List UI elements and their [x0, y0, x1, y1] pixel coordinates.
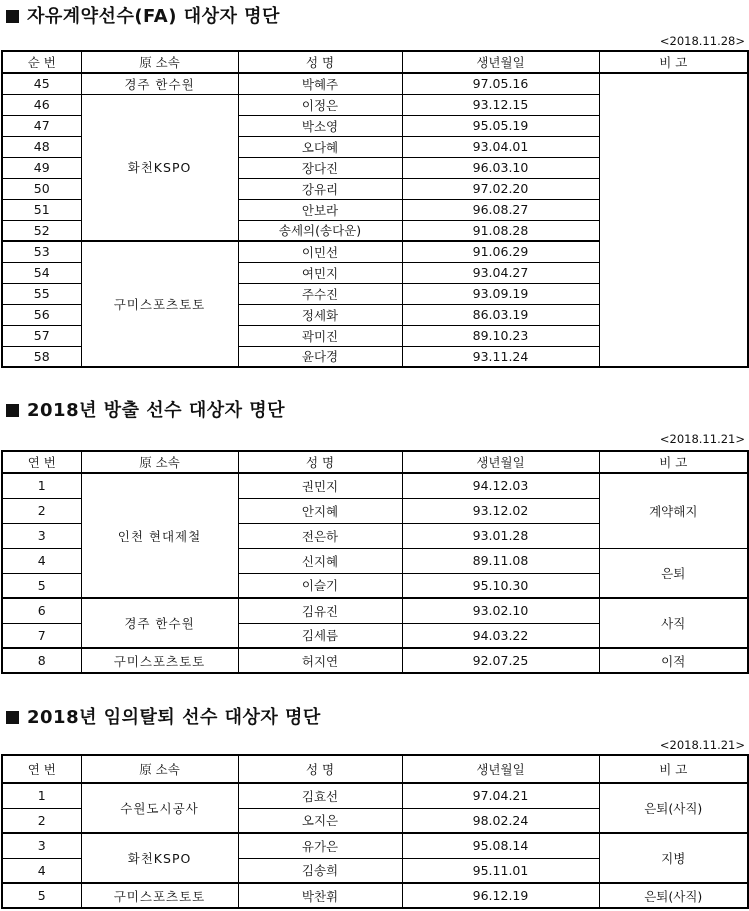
col-org: 原 소속 — [81, 451, 238, 473]
table-row: 53 구미스포츠토토 이민선 91.06.29 — [2, 241, 748, 262]
col-note: 비 고 — [599, 755, 748, 783]
square-bullet-icon — [6, 711, 19, 724]
table-row: 7 김세름 94.03.22 — [2, 623, 748, 648]
org-cell: 인천 현대제철 — [81, 473, 238, 598]
release-table — [1, 450, 749, 674]
table-row: 3 전은하 93.01.28 — [2, 523, 748, 548]
table-row: 1 수원도시공사 김효선 97.04.21 은퇴(사직) — [2, 783, 748, 808]
org-cell: 구미스포츠토토 — [81, 883, 238, 908]
col-birth: 생년월일 — [402, 451, 599, 473]
retire-title: 2018년 임의탈퇴 선수 대상자 명단 — [6, 705, 321, 731]
table-row: 51 안보라 96.08.27 — [2, 199, 748, 220]
note-cell: 지병 — [599, 833, 748, 883]
note-cell — [599, 73, 748, 367]
col-no: 연 번 — [2, 451, 81, 473]
col-org: 原 소속 — [81, 755, 238, 783]
table-row: 54 여민지 93.04.27 — [2, 262, 748, 283]
org-cell: 구미스포츠토토 — [81, 241, 238, 367]
table-row: 1 인천 현대제철 권민지 94.12.03 계약해지 — [2, 473, 748, 498]
org-cell: 경주 한수원 — [81, 73, 238, 94]
table-row: 58 윤다경 93.11.24 — [2, 346, 748, 367]
retire-date: <2018.11.21> — [659, 738, 745, 752]
org-cell: 수원도시공사 — [81, 783, 238, 833]
table-row: 48 오다혜 93.04.01 — [2, 136, 748, 157]
fa-date: <2018.11.28> — [659, 34, 745, 48]
note-cell: 이적 — [599, 648, 748, 673]
square-bullet-icon — [6, 10, 19, 23]
table-row: 55 주수진 93.09.19 — [2, 283, 748, 304]
release-date: <2018.11.21> — [659, 432, 745, 446]
org-cell: 화천KSPO — [81, 94, 238, 241]
table-row: 5 구미스포츠토토 박찬휘 96.12.19 은퇴(사직) — [2, 883, 748, 908]
col-birth: 생년월일 — [402, 755, 599, 783]
org-cell: 화천KSPO — [81, 833, 238, 883]
table-row: 56 정세화 86.03.19 — [2, 304, 748, 325]
col-no: 순 번 — [2, 51, 81, 73]
col-note: 비 고 — [599, 451, 748, 473]
col-name: 성 명 — [238, 51, 402, 73]
table-row: 5 이슬기 95.10.30 — [2, 573, 748, 598]
col-note: 비 고 — [599, 51, 748, 73]
col-name: 성 명 — [238, 451, 402, 473]
fa-table — [1, 50, 749, 368]
table-row: 4 김송희 95.11.01 — [2, 858, 748, 883]
table-row: 47 박소영 95.05.19 — [2, 115, 748, 136]
col-name: 성 명 — [238, 755, 402, 783]
fa-title: 자유계약선수(FA) 대상자 명단 — [6, 4, 280, 30]
table-row: 2 오지은 98.02.24 — [2, 808, 748, 833]
col-birth: 생년월일 — [402, 51, 599, 73]
note-cell: 은퇴(사직) — [599, 783, 748, 833]
table-row: 2 안지혜 93.12.02 — [2, 498, 748, 523]
table-row: 50 강유리 97.02.20 — [2, 178, 748, 199]
table-row: 3 화천KSPO 유가은 95.08.14 지병 — [2, 833, 748, 858]
table-row: 45 경주 한수원 박혜주 97.05.16 — [2, 73, 748, 94]
table-row: 49 장다진 96.03.10 — [2, 157, 748, 178]
release-title: 2018년 방출 선수 대상자 명단 — [6, 398, 285, 424]
org-cell: 경주 한수원 — [81, 598, 238, 648]
note-cell: 은퇴 — [599, 548, 748, 598]
note-cell: 은퇴(사직) — [599, 883, 748, 908]
table-row: 57 곽미진 89.10.23 — [2, 325, 748, 346]
table-row: 6 경주 한수원 김유진 93.02.10 사직 — [2, 598, 748, 623]
note-cell: 계약해지 — [599, 473, 748, 548]
col-no: 연 번 — [2, 755, 81, 783]
table-row: 52 송세의(송다운) 91.08.28 — [2, 220, 748, 241]
col-org: 原 소속 — [81, 51, 238, 73]
org-cell: 구미스포츠토토 — [81, 648, 238, 673]
note-cell: 사직 — [599, 598, 748, 648]
retire-table — [1, 754, 749, 909]
table-row: 46 화천KSPO 이정은 93.12.15 — [2, 94, 748, 115]
table-row: 8 구미스포츠토토 허지연 92.07.25 이적 — [2, 648, 748, 673]
table-row: 4 신지혜 89.11.08 은퇴 — [2, 548, 748, 573]
square-bullet-icon — [6, 404, 19, 417]
